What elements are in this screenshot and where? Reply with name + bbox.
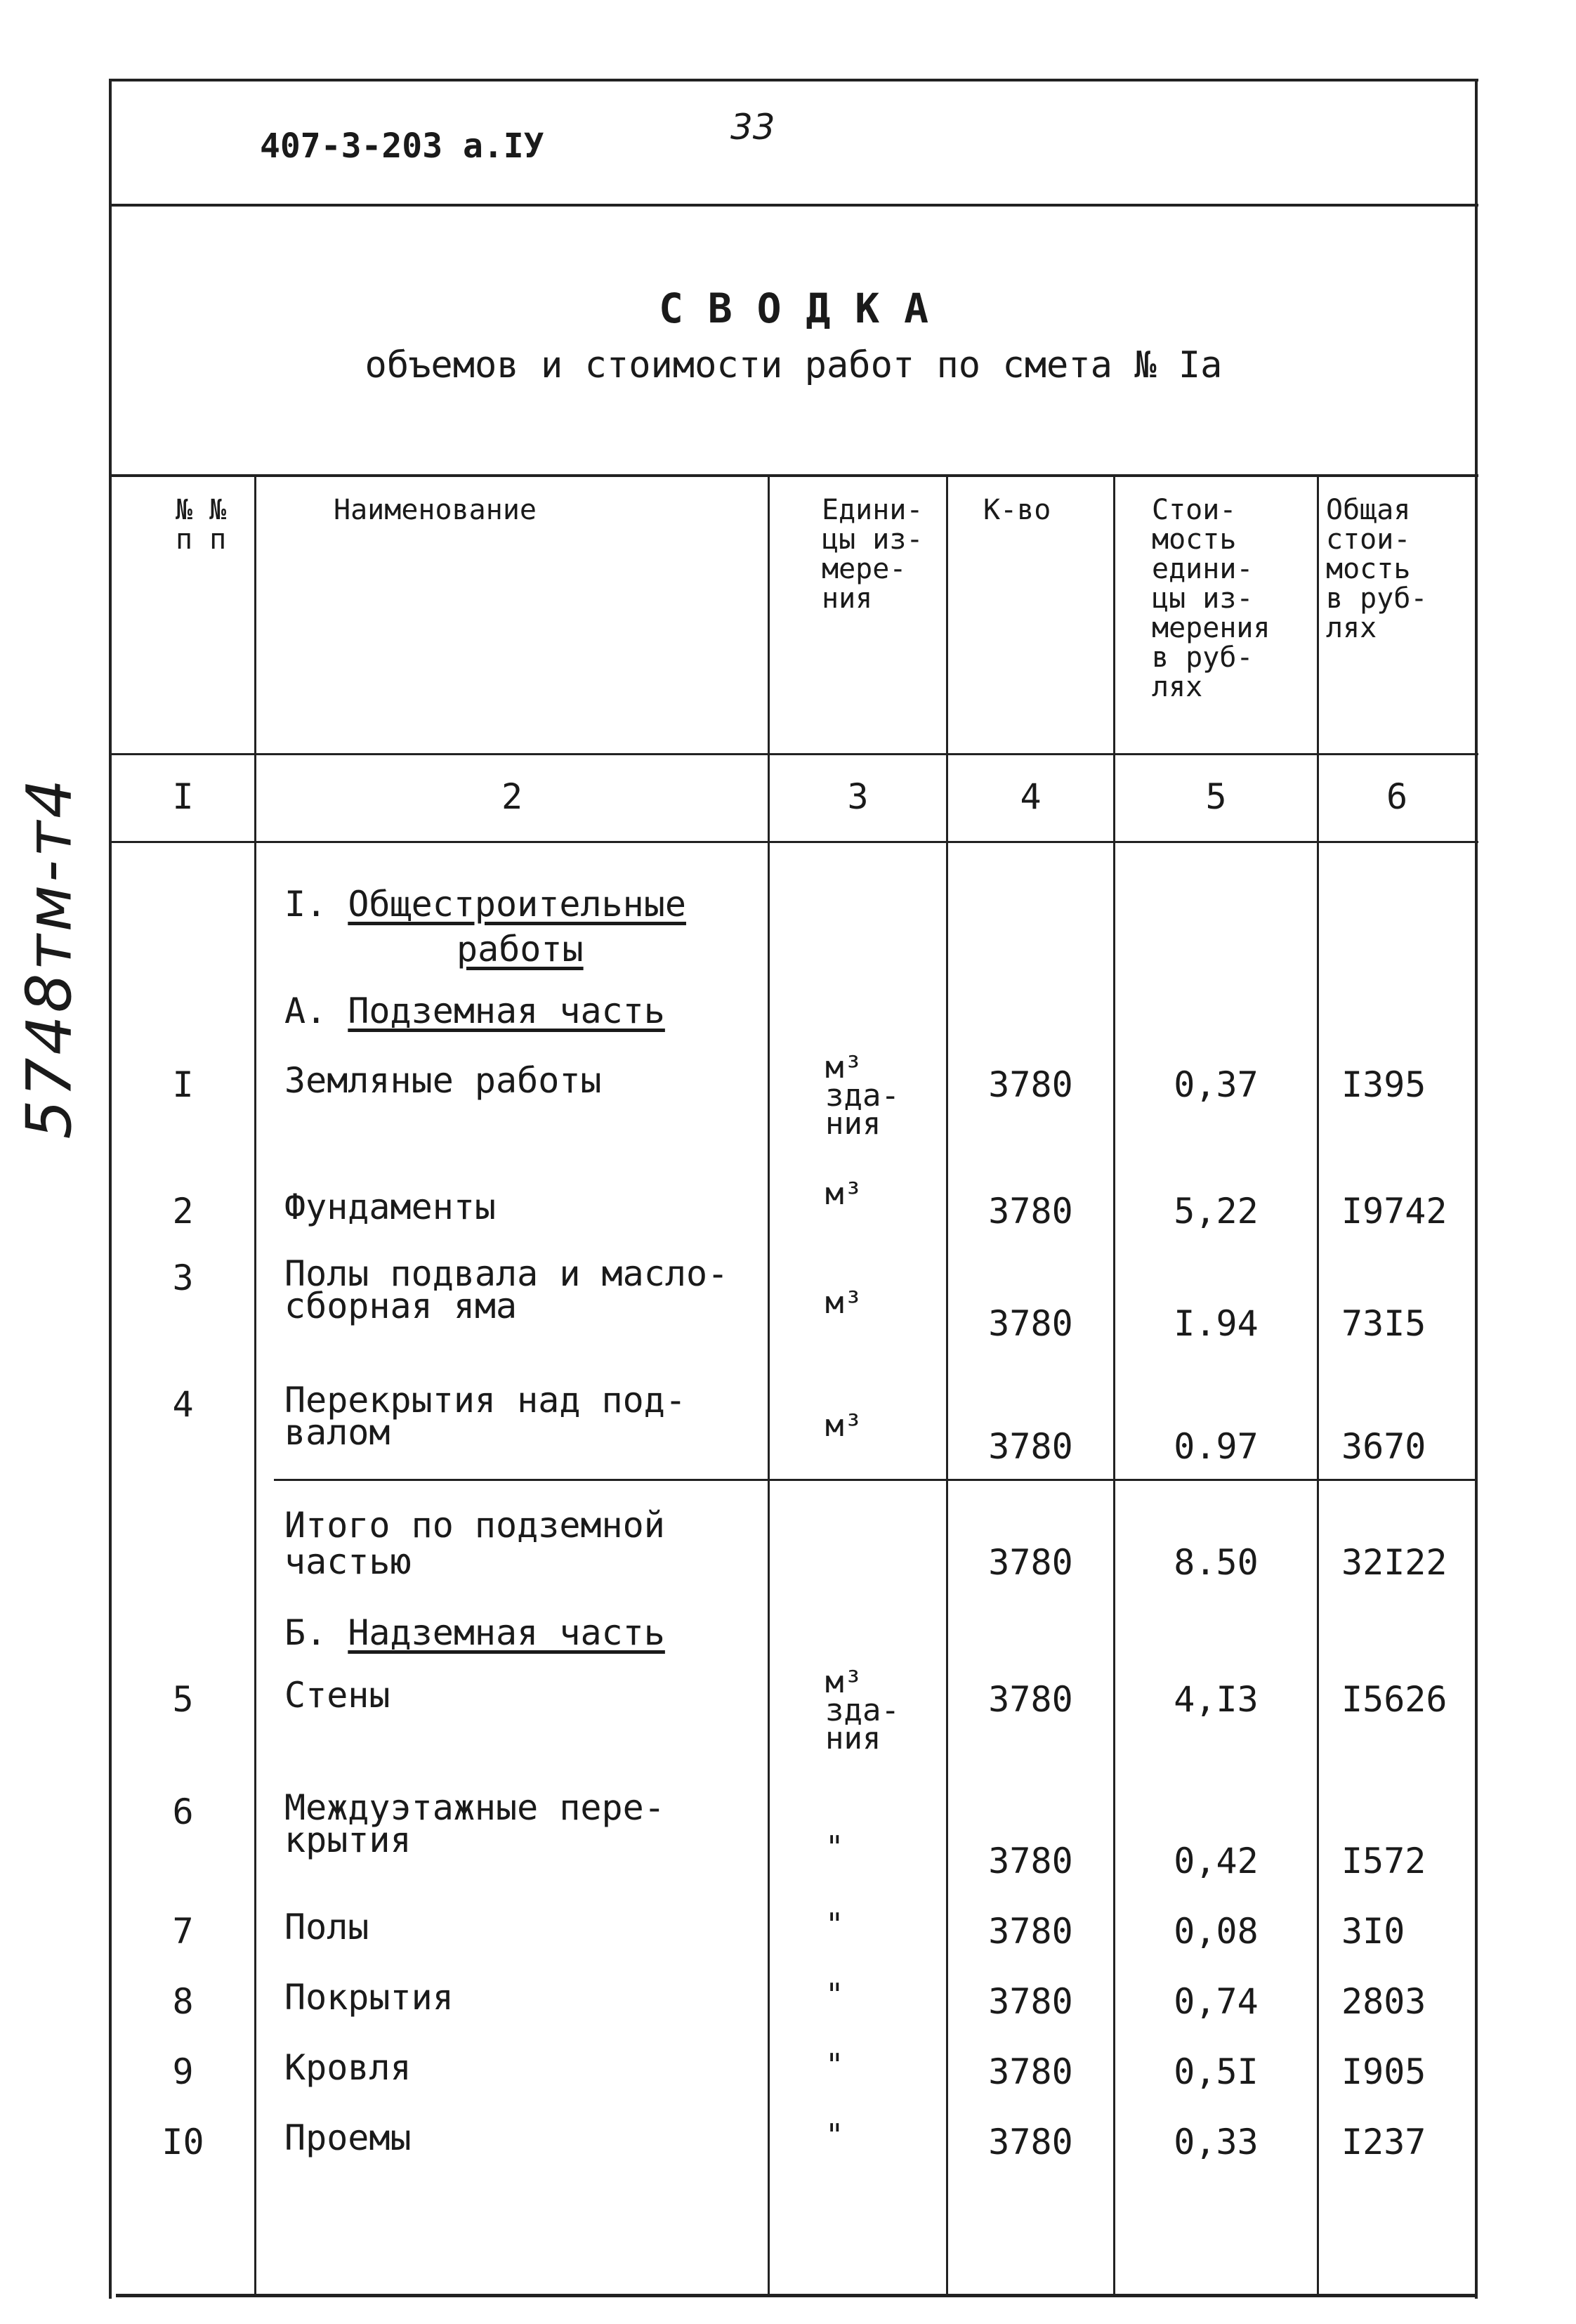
row-unit-price: 0,08: [1174, 1911, 1259, 1952]
col-header-unit-price: [1152, 495, 1270, 702]
row-name: [284, 1253, 729, 1326]
row-unit-line: м³: [825, 1285, 862, 1321]
summary-title: С В О Д К А: [658, 285, 929, 332]
col-divider-3: [946, 474, 948, 2297]
row-number: 7: [172, 1911, 194, 1952]
col-header-total: [1326, 495, 1428, 643]
header-top-line: [109, 474, 1478, 477]
col-header-unit-price-line: мость: [1152, 523, 1237, 556]
side-archive-mark: 5748тм-т4: [13, 776, 86, 1140]
subtotal-price: 8.50: [1174, 1542, 1259, 1583]
row-qty: 3780: [988, 1064, 1073, 1105]
row-unit-price: 4,I3: [1174, 1679, 1259, 1720]
row-unit: [825, 1907, 844, 1943]
row-unit-line: ": [825, 1977, 844, 2013]
subsection-b-heading: Б. Надземная часть: [284, 1612, 665, 1653]
row-unit-line: м³: [825, 1176, 862, 1212]
row-unit: [825, 2117, 844, 2153]
col-divider-4: [1113, 474, 1115, 2297]
document-code: 407-3-203 а.IУ: [260, 126, 544, 166]
subtotal-name-line: частью: [284, 1541, 412, 1582]
subsection-a-heading: А. Подземная часть: [284, 991, 665, 1031]
col-divider-1: [254, 474, 256, 2297]
row-unit-price: 0,5I: [1174, 2051, 1259, 2092]
col-header-unit-price-line: Стои-: [1152, 494, 1237, 526]
col-header-unit-line: ния: [822, 582, 873, 615]
row-total: I237: [1341, 2122, 1426, 2162]
frame-bottom: [116, 2294, 1475, 2297]
row-name-line: Междуэтажные пере-: [284, 1787, 665, 1828]
row-unit-price: 0,33: [1174, 2122, 1259, 2162]
row-unit-line: ": [825, 2047, 844, 2083]
row-unit: [825, 1285, 862, 1321]
col-header-unit-price-line: едини-: [1152, 553, 1254, 585]
row-name: [284, 2047, 412, 2088]
col-divider-2: [768, 474, 770, 2297]
row-unit-line: ": [825, 1829, 844, 1865]
row-total: 73I5: [1341, 1303, 1426, 1344]
row-unit-line: м³: [825, 1408, 862, 1444]
row-name: [284, 1380, 686, 1453]
col-header-total-line: лях: [1326, 612, 1377, 644]
row-name: [284, 1907, 369, 1947]
row-unit-price: 5,22: [1174, 1191, 1259, 1232]
row-unit-line: зда-: [825, 1692, 900, 1728]
frame-right: [1475, 79, 1478, 2299]
row-qty: 3780: [988, 1841, 1073, 1881]
row-qty: 3780: [988, 1679, 1073, 1720]
col-header-total-line: стои-: [1326, 523, 1411, 556]
col-header-unit-price-line: в руб-: [1152, 641, 1254, 674]
col-header-number-line: п п: [176, 523, 227, 556]
row-qty: 3780: [988, 1981, 1073, 2022]
row-unit-price: 0.97: [1174, 1426, 1259, 1467]
row-name-line: сборная яма: [284, 1286, 518, 1326]
row-total: I572: [1341, 1841, 1426, 1881]
row-number: I0: [162, 2122, 204, 2162]
row-number: I: [172, 1064, 194, 1105]
row-unit-line: ния: [825, 1721, 881, 1756]
row-qty: 3780: [988, 1426, 1073, 1467]
row-name-line: валом: [284, 1412, 390, 1453]
row-total: I5626: [1341, 1679, 1447, 1720]
row-name-line: Стены: [284, 1675, 390, 1716]
row-unit-line: ния: [825, 1106, 881, 1142]
col-header-total-line: Общая: [1326, 494, 1411, 526]
row-number: 3: [172, 1258, 194, 1298]
col-header-total-line: в руб-: [1326, 582, 1428, 615]
col-header-name: Наименование: [334, 494, 537, 526]
col-header-unit: [822, 495, 924, 613]
row-unit: [825, 2047, 844, 2083]
row-name: [284, 1787, 665, 1860]
row-number: 9: [172, 2051, 194, 2092]
row-qty: 3780: [988, 1911, 1073, 1952]
numbers-bottom-line: [109, 841, 1478, 843]
page-number: 33: [730, 107, 775, 148]
frame-top: [109, 79, 1478, 81]
row-qty: 3780: [988, 1303, 1073, 1344]
col-number-2: 2: [501, 776, 523, 817]
subtotal-line: [274, 1479, 1475, 1481]
summary-subtitle: объемов и стоимости работ по смета № Iа: [365, 344, 1223, 386]
row-total: 3670: [1341, 1426, 1426, 1467]
row-qty: 3780: [988, 2051, 1073, 2092]
row-total: 3I0: [1341, 1911, 1405, 1952]
row-unit-line: м³: [825, 1664, 862, 1700]
col-number-6: 6: [1386, 776, 1408, 817]
subtotal-qty: 3780: [988, 1542, 1073, 1583]
col-header-unit-line: Едини-: [822, 494, 924, 526]
row-unit: [825, 1176, 862, 1212]
row-total: I905: [1341, 2051, 1426, 2092]
section-heading-line: I. Общестроительные: [284, 884, 686, 925]
row-unit: [825, 1977, 844, 2013]
row-name: [284, 2117, 412, 2158]
col-header-unit-line: цы из-: [822, 523, 924, 556]
col-header-unit-line: мере-: [822, 553, 907, 585]
frame-left: [109, 79, 112, 2299]
col-header-total-line: мость: [1326, 553, 1411, 585]
section-heading: [284, 882, 686, 972]
section-heading-line: работы: [457, 929, 584, 970]
row-total: I395: [1341, 1064, 1426, 1105]
row-name-line: Покрытия: [284, 1977, 454, 2018]
row-number: 6: [172, 1791, 194, 1832]
row-unit-price: 0,37: [1174, 1064, 1259, 1105]
row-qty: 3780: [988, 1191, 1073, 1232]
row-name-line: крытия: [284, 1820, 412, 1860]
row-unit: [825, 1050, 900, 1142]
row-total: I9742: [1341, 1191, 1447, 1232]
row-name: [284, 1675, 390, 1716]
row-unit: [825, 1829, 844, 1865]
subtotal-total: 32I22: [1341, 1542, 1447, 1583]
col-header-qty: К-во: [983, 494, 1051, 526]
header-bottom-line: [109, 753, 1478, 755]
col-number-1: I: [172, 776, 194, 817]
row-number: 8: [172, 1981, 194, 2022]
row-name-line: Полы подвала и масло-: [284, 1253, 729, 1294]
col-divider-5: [1317, 474, 1319, 2297]
row-name: [284, 1060, 602, 1101]
row-unit-line: ": [825, 1907, 844, 1943]
row-number: 2: [172, 1191, 194, 1232]
row-name-line: Полы: [284, 1907, 369, 1947]
row-unit-price: 0,42: [1174, 1841, 1259, 1881]
subtotal-name: [284, 1507, 665, 1580]
col-number-4: 4: [1020, 776, 1042, 817]
row-unit: [825, 1664, 900, 1756]
row-name-line: Перекрытия над под-: [284, 1380, 686, 1421]
col-header-number: [176, 495, 226, 554]
row-name-line: Фундаменты: [284, 1187, 497, 1227]
row-unit-line: м³: [825, 1050, 862, 1085]
row-unit-price: I.94: [1174, 1303, 1259, 1344]
row-qty: 3780: [988, 2122, 1073, 2162]
col-number-3: 3: [847, 776, 869, 817]
col-header-unit-price-line: мерения: [1152, 612, 1270, 644]
subtotal-name-line: Итого по подземной: [284, 1505, 665, 1546]
row-unit-price: 0,74: [1174, 1981, 1259, 2022]
row-name-line: Проемы: [284, 2117, 412, 2158]
col-number-5: 5: [1205, 776, 1227, 817]
row-name-line: Земляные работы: [284, 1060, 602, 1101]
row-number: 5: [172, 1679, 194, 1720]
row-name: [284, 1977, 454, 2018]
col-header-number-line: № №: [176, 494, 227, 526]
row-unit: [825, 1408, 862, 1444]
row-total: 2803: [1341, 1981, 1426, 2022]
col-header-unit-price-line: цы из-: [1152, 582, 1254, 615]
row-name: [284, 1187, 497, 1227]
row-unit-line: зда-: [825, 1078, 900, 1114]
row-name-line: Кровля: [284, 2047, 412, 2088]
row-number: 4: [172, 1384, 194, 1425]
row-unit-line: ": [825, 2117, 844, 2153]
col-header-unit-price-line: лях: [1152, 671, 1203, 703]
title-divider: [109, 204, 1478, 207]
